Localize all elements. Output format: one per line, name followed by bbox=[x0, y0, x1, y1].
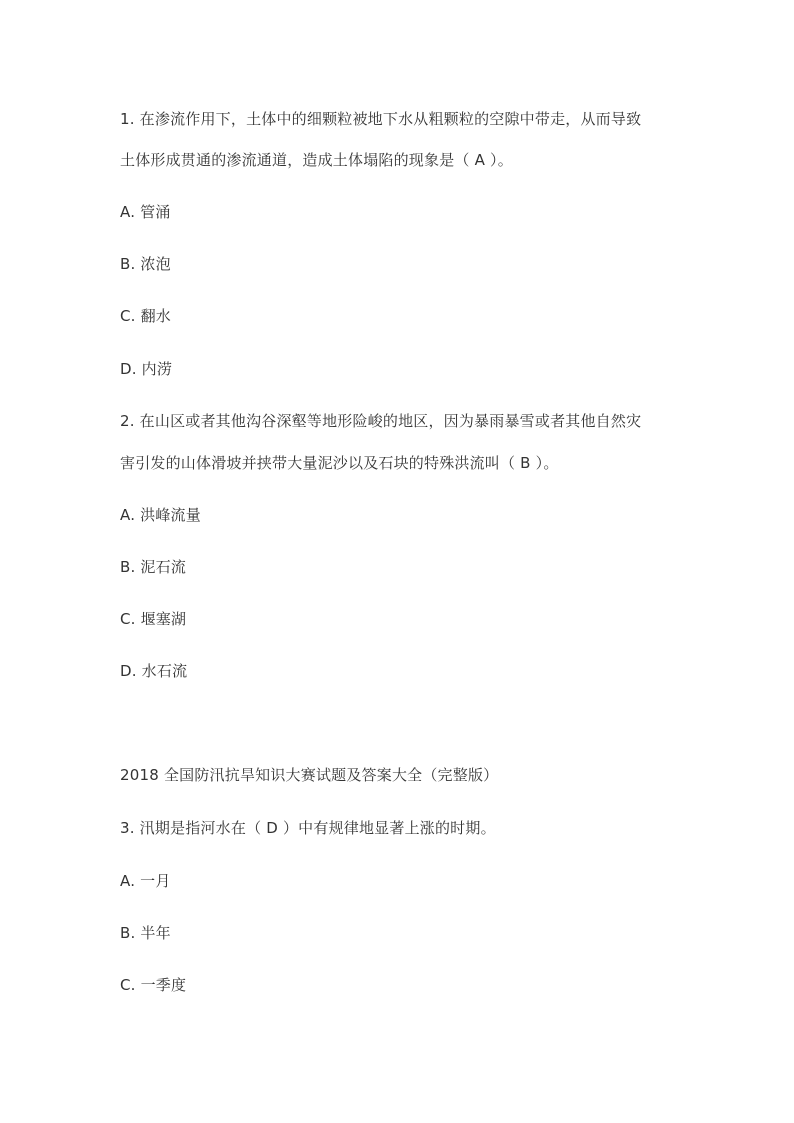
question-3-option-a: A. 一月 bbox=[120, 872, 171, 890]
question-1-line-1: 1. 在渗流作用下，土体中的细颗粒被地下水从粗颗粒的空隙中带走，从而导致 bbox=[120, 110, 642, 128]
question-1-option-d: D. 内涝 bbox=[120, 360, 173, 378]
document-heading: 2018 全国防汛抗旱知识大赛试题及答案大全（完整版） bbox=[120, 766, 499, 784]
question-2-option-b: B. 泥石流 bbox=[120, 558, 187, 576]
question-2-option-d: D. 水石流 bbox=[120, 662, 188, 680]
question-1-line-2: 土体形成贯通的渗流通道，造成土体塌陷的现象是（ A ）。 bbox=[120, 151, 513, 169]
question-3-option-c: C. 一季度 bbox=[120, 976, 187, 994]
question-2-option-a: A. 洪峰流量 bbox=[120, 506, 201, 524]
question-3-option-b: B. 半年 bbox=[120, 924, 171, 942]
question-1-option-a: A. 管涌 bbox=[120, 203, 171, 221]
question-2-line-1: 2. 在山区或者其他沟谷深壑等地形险峻的地区，因为暴雨暴雪或者其他自然灾 bbox=[120, 412, 642, 430]
question-1-option-b: B. 浓泡 bbox=[120, 255, 171, 273]
question-1-option-c: C. 翻水 bbox=[120, 307, 172, 325]
question-2-line-2: 害引发的山体滑坡并挟带大量泥沙以及石块的特殊洪流叫（ B ）。 bbox=[120, 454, 559, 472]
question-2-option-c: C. 堰塞湖 bbox=[120, 610, 187, 628]
question-3-line-1: 3. 汛期是指河水在（ D ）中有规律地显著上涨的时期。 bbox=[120, 819, 496, 837]
